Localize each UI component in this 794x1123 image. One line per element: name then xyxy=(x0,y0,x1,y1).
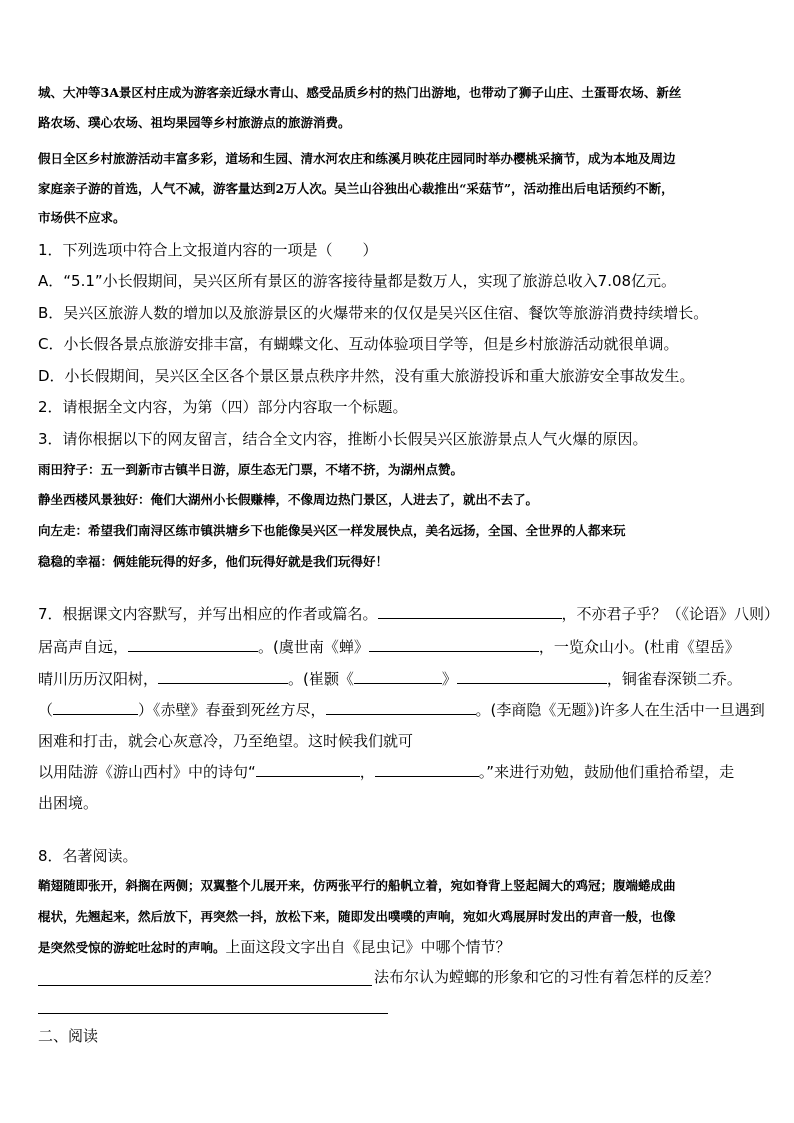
answer-blank[interactable] xyxy=(375,762,479,777)
netizen-comment: 静坐西楼风景独好：俺们大湖州小长假赚棒，不像周边热门景区，人进去了，就出不去了。 xyxy=(38,492,539,507)
question-7-line2 xyxy=(38,636,740,657)
poem-source: 》 xyxy=(441,670,457,688)
question-7-line3 xyxy=(38,668,742,689)
passage-line: 假日全区乡村旅游活动丰富多彩，道场和生园、清水河农庄和练溪月映花庄园同时举办樱桃采摘节，成为本地及周边 xyxy=(38,151,676,166)
poem-source: 。(李商隐《无题》)许多人在生活中一旦遇到 xyxy=(475,701,765,719)
question-7-line6 xyxy=(38,761,734,782)
poem-text: 。”来进行劝勉，鼓励他们重拾希望，走 xyxy=(478,763,735,781)
excerpt-line: 鞘翅随即张开，斜搁在两侧；双翼整个儿展开来，仿两张平行的船帆立着，宛如脊背上竖起阔大的鸡冠；腹端蜷成曲 xyxy=(38,878,676,893)
passage-line: 家庭亲子游的首选，人气不减，游客量达到2万人次。吴兰山谷独出心裁推出“采菇节”，活动推出后电话预约不断， xyxy=(38,181,674,196)
answer-blank[interactable] xyxy=(326,700,476,715)
question-7-text: ，不亦君子乎？（《论语》八则） xyxy=(561,605,780,623)
question-8-prompt: 法布尔认为螳螂的形象和它的习性有着怎样的反差？ xyxy=(374,968,720,986)
question-7-line7: 出困境。 xyxy=(38,794,99,812)
answer-blank[interactable] xyxy=(256,762,360,777)
answer-blank[interactable] xyxy=(369,637,539,652)
poem-text: ， xyxy=(359,763,375,781)
excerpt-line: 是突然受惊的游蛇吐忿时的声响。 xyxy=(38,940,226,955)
question-8-title: 8．名著阅读。 xyxy=(38,847,138,865)
question-1-option-c: C．小长假各景点旅游安排丰富，有蝴蝶文化、互动体验项目学等，但是乡村旅游活动就很单调。 xyxy=(38,335,679,353)
netizen-comment: 向左走：希望我们南浔区练市镇洪塘乡下也能像吴兴区一样发展快点，美名远扬，全国、全世界的人都来玩 xyxy=(38,523,626,538)
question-1-stem: 1．下列选项中符合上文报道内容的一项是（ ） xyxy=(38,241,378,259)
netizen-comment: 稳稳的幸福：俩娃能玩得的好多，他们玩得好就是我们玩得好！ xyxy=(38,554,389,569)
passage-line: 路农场、璞心农场、祖均果园等乡村旅游点的旅游消费。 xyxy=(38,115,351,130)
answer-line[interactable] xyxy=(38,1013,388,1014)
poem-text: ，铜雀春深锁二乔。 xyxy=(606,670,742,688)
question-2: 2．请根据全文内容，为第（四）部分内容取一个标题。 xyxy=(38,398,408,416)
excerpt-line: 棍状，先翘起来，然后放下，再突然一抖，放松下来，随即发出噗噗的声响，宛如火鸡展屏时发出的声音一般，也像 xyxy=(38,909,676,924)
poem-text: ）《赤壁》春蚕到死丝方尽， xyxy=(138,701,326,719)
question-1-option-a: A．“5.1”小长假期间，吴兴区所有景区的游客接待量都是数万人，实现了旅游总收入7.08亿元。 xyxy=(38,272,677,290)
question-7-stem: 7．根据课文内容默写，并写出相应的作者或篇名。 xyxy=(38,605,378,623)
question-7-line1 xyxy=(38,603,779,624)
poem-text: 居高声自远， xyxy=(38,638,129,656)
question-8-line3 xyxy=(38,936,511,957)
question-3-stem: 3．请你根据以下的网友留言，结合全文内容，推断小长假吴兴区旅游景点人气火爆的原因。 xyxy=(38,430,648,448)
passage-line: 城、大冲等3A景区村庄成为游客亲近绿水青山、感受品质乡村的热门出游地，也带动了狮子山庄、土蛋哥农场、新丝 xyxy=(38,85,682,100)
poem-source: 。(崔颢《 xyxy=(288,670,354,688)
poem-source: ，一览众山小。(杜甫《望岳》 xyxy=(538,638,740,656)
answer-blank[interactable] xyxy=(378,604,562,619)
netizen-comment: 雨田狩子：五一到新市古镇半日游，原生态无门票，不堵不挤，为湖州点赞。 xyxy=(38,462,464,477)
question-1-option-b: B．吴兴区旅游人数的增加以及旅游景区的火爆带来的仅仅是吴兴区住宿、餐饮等旅游消费持续增长。 xyxy=(38,304,709,322)
answer-blank[interactable] xyxy=(128,637,258,652)
answer-blank[interactable] xyxy=(457,669,607,684)
question-7-line4 xyxy=(38,699,765,720)
question-1-option-d: D．小长假期间，吴兴区全区各个景区景点秩序井然，没有重大旅游投诉和重大旅游安全事故发生。 xyxy=(38,367,695,385)
passage-line: 市场供不应求。 xyxy=(38,210,126,225)
question-8-prompt: 上面这段文字出自《昆虫记》中哪个情节？ xyxy=(225,938,511,956)
poem-text: 以用陆游《游山西村》中的诗句“ xyxy=(38,763,256,781)
poem-text: （ xyxy=(38,701,54,719)
poem-text: 晴川历历汉阳树， xyxy=(38,670,159,688)
answer-blank[interactable] xyxy=(53,700,138,715)
answer-blank[interactable] xyxy=(354,669,442,684)
question-7-line5: 困难和打击，就会心灰意冷，乃至绝望。这时候我们就可 xyxy=(38,732,414,750)
poem-source: 。(虞世南《蝉》 xyxy=(258,638,369,656)
answer-line[interactable] xyxy=(38,985,372,986)
section-heading: 二、阅读 xyxy=(38,1027,99,1045)
answer-blank[interactable] xyxy=(158,669,288,684)
